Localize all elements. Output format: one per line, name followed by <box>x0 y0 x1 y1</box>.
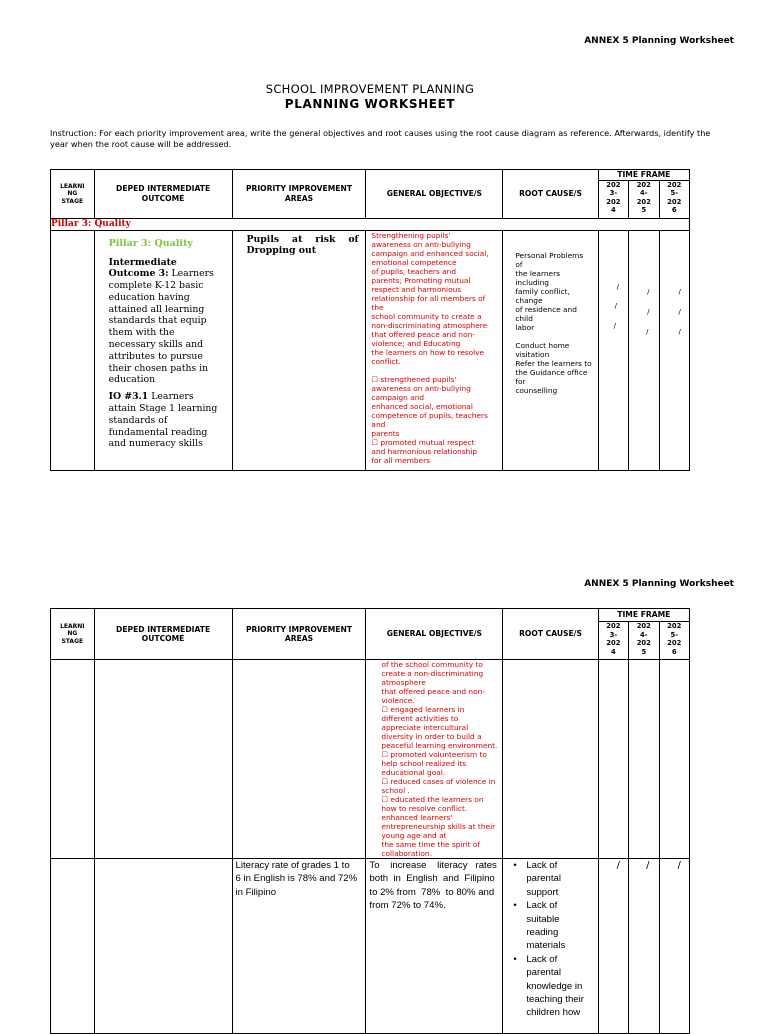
text-line: school community to create a <box>371 311 482 321</box>
root-cause-line: suitable <box>526 913 560 925</box>
header-general-objectives: GENERAL OBJECTIVE/S <box>366 609 503 660</box>
text-line: diversity in order to build a <box>381 732 482 741</box>
text-line: and <box>371 419 386 429</box>
text-line: of the school community to <box>381 660 483 669</box>
year2-mark-cell <box>629 230 659 470</box>
root-cause-line: parental <box>526 967 562 979</box>
text-line: how to resolve conflict. <box>381 804 468 813</box>
text-line: non-discriminating atmosphere <box>371 320 488 330</box>
annex-label-page2: ANNEX 5 Planning Worksheet <box>584 579 734 589</box>
year-mark: / <box>616 282 620 291</box>
learning-stage-cell <box>51 859 95 1034</box>
text-line: campaign and <box>371 392 425 402</box>
header-root-causes: ROOT CAUSE/S <box>503 609 598 660</box>
root-cause-line: children how <box>526 1007 581 1019</box>
text-line: respect and harmonious <box>371 284 462 294</box>
root-cause-line: support <box>526 886 559 898</box>
text-line: peaceful learning environment. <box>381 741 498 750</box>
year3-mark-cell <box>659 660 689 859</box>
objective-line: both in English and Filipino <box>369 873 495 885</box>
priority-area-line: in Filipino <box>235 886 277 898</box>
text-line: labor <box>515 322 535 332</box>
text-line: parents <box>371 428 400 438</box>
header-priority-areas: PRIORITY IMPROVEMENT AREAS <box>232 170 366 219</box>
text-line: emotional competence <box>371 257 457 267</box>
root-cause-line: teaching their <box>526 994 584 1006</box>
text-line <box>515 332 595 341</box>
objective-literacy-cell <box>366 859 503 1034</box>
text-line: ☐ promoted mutual respect <box>371 437 475 447</box>
year-mark: / <box>616 860 621 871</box>
io-line: standards of <box>108 414 168 426</box>
text-line: that offered peace and non- <box>371 329 475 339</box>
outcome-line: attributes to pursue <box>108 350 203 362</box>
root-cause-line: • Lack of <box>526 860 558 871</box>
text-line: conflict. <box>371 356 401 366</box>
text-line: educational goal. <box>381 768 446 777</box>
year-mark: / <box>677 860 681 871</box>
header-year-2025-2026: 202 5- 202 6 <box>659 622 689 660</box>
header-priority-areas: PRIORITY IMPROVEMENT AREAS <box>232 609 366 660</box>
outcome-cell <box>94 660 232 859</box>
header-learning-stage: LEARNI NG STAGE <box>51 609 95 660</box>
text-line: atmosphere <box>381 678 426 687</box>
text-line: that offered peace and non- <box>381 687 485 696</box>
year-mark: / <box>678 287 681 296</box>
root-cause-line: • Lack of <box>526 953 558 965</box>
outcome-line: necessary skills and <box>108 339 204 351</box>
header-time-frame: TIME FRAME <box>598 170 689 181</box>
priority-area-literacy-cell <box>232 859 366 1034</box>
text-line: awareness on anti-bullying <box>371 383 471 393</box>
text-line: collaboration. <box>381 849 432 858</box>
root-cause-item <box>526 859 595 899</box>
text-line: parents; Promoting mutual <box>371 275 471 285</box>
text-line: Strengthening pupils' <box>371 230 451 240</box>
year1-mark-cell <box>598 230 628 470</box>
document-title: SCHOOL IMPROVEMENT PLANNING <box>265 82 475 96</box>
io-line: fundamental reading <box>108 426 208 438</box>
text-line: relationship for all members of <box>371 293 486 303</box>
outcome-line: education <box>108 374 156 386</box>
outcome-line: attained all learning <box>108 303 205 315</box>
annex-label: ANNEX 5 Planning Worksheet <box>584 36 734 46</box>
outcome-line: them with the <box>108 327 175 339</box>
text-line: violence; and Educating <box>371 338 461 348</box>
text-line: violence. <box>381 696 415 705</box>
root-cause-list <box>506 859 595 1020</box>
io-text: IO #3.1 Learners <box>108 391 194 403</box>
objectives-cell-continued <box>366 660 503 859</box>
text-line: Conduct home <box>515 340 570 350</box>
learning-stage-cell <box>51 230 95 470</box>
priority-area-cell <box>232 230 366 470</box>
root-causes-cell <box>503 660 598 859</box>
text-line: ☐ engaged learners in <box>381 705 465 714</box>
instruction-text: Instruction: For each priority improvement area, write the general objectives and root causes using the root cause diagram as reference. Afterwards, identify the year when the root cause will be addressed. <box>50 128 711 149</box>
text-line: visitation <box>515 349 550 359</box>
year-mark: / <box>646 860 650 871</box>
year2-mark-cell <box>629 660 659 859</box>
text-line: of pupils, teachers and <box>371 266 457 276</box>
priority-area-cell <box>232 660 366 859</box>
text-line: counselling <box>515 385 558 395</box>
text-line <box>371 366 498 375</box>
year-mark: / <box>647 307 650 316</box>
year-mark: / <box>678 327 681 336</box>
text-line: enhanced learners' <box>381 813 453 822</box>
text-line: entrepreneurship skills at their <box>381 822 496 831</box>
year1-mark-cell <box>598 859 628 1034</box>
text-line: help school realized its <box>381 759 467 768</box>
year3-mark-cell <box>659 230 689 470</box>
header-outcome: DEPED INTERMEDIATE OUTCOME <box>94 170 232 219</box>
text-line: of residence and <box>515 304 577 314</box>
text-line: of <box>515 259 523 269</box>
root-cause-line: reading <box>526 927 559 939</box>
year-mark: / <box>613 321 617 330</box>
header-root-causes: ROOT CAUSE/S <box>503 170 598 219</box>
text-line: including <box>515 277 550 287</box>
objective-line: to 2% from 78% to 80% and <box>369 886 495 898</box>
text-line: ☐ strengthened pupils' <box>371 374 457 384</box>
text-line: school . <box>381 786 410 795</box>
root-cause-line: parental <box>526 873 562 885</box>
text-line: the <box>371 302 384 312</box>
outcome-text: Outcome 3: Learners <box>108 268 214 280</box>
outcome-line: education having <box>108 291 190 303</box>
header-general-objectives: GENERAL OBJECTIVE/S <box>366 170 503 219</box>
text-line: young age and at <box>381 831 447 840</box>
io-line: attain Stage 1 learning <box>108 403 218 415</box>
text-line: competence of pupils, teachers <box>371 410 488 420</box>
root-cause-line: • Lack of <box>526 900 558 912</box>
header-year-2024-2025: 202 4- 202 5 <box>629 622 659 660</box>
text-line: for all members <box>371 455 430 465</box>
root-cause-line: materials <box>526 940 566 952</box>
outcome-line: standards that equip <box>108 315 207 327</box>
io-line: and numeracy skills <box>108 438 203 450</box>
outcome-heading: Intermediate <box>108 256 177 268</box>
root-cause-item <box>526 899 595 953</box>
header-outcome: DEPED INTERMEDIATE OUTCOME <box>94 609 232 660</box>
year-mark: / <box>614 301 618 310</box>
pillar-row: Pillar 3: Quality <box>51 218 690 230</box>
planning-worksheet-table-page1 <box>50 169 690 471</box>
objectives-text <box>371 231 498 465</box>
text-line: and harmonious relationship <box>371 446 478 456</box>
header-time-frame: TIME FRAME <box>598 609 689 622</box>
text-line: create a non-discriminating <box>381 669 484 678</box>
outcome-cell <box>94 230 232 470</box>
objective-line: from 72% to 74%. <box>369 900 446 912</box>
year-mark: / <box>647 287 650 296</box>
objectives-text-continued <box>381 660 498 858</box>
text-line: ☐ educated the learners on <box>381 795 484 804</box>
objectives-cell <box>366 230 503 470</box>
outcome-cell <box>94 859 232 1034</box>
outcome-line: their chosen paths in <box>108 362 209 374</box>
document-subtitle: PLANNING WORKSHEET <box>284 97 456 111</box>
root-causes-text <box>515 251 595 395</box>
header-learning-stage: LEARNI NG STAGE <box>51 170 95 219</box>
text-line: family conflict, <box>515 286 570 296</box>
text-line: appreciate intercultural <box>381 723 469 732</box>
text-line: different activities to <box>381 714 459 723</box>
text-line: campaign and enhanced social, <box>371 248 489 258</box>
header-year-2023-2024: 202 3- 202 4 <box>598 622 628 660</box>
text-line: for <box>515 376 526 386</box>
root-causes-cell <box>503 230 598 470</box>
priority-area-line: Dropping out <box>246 245 316 256</box>
text-line: awareness on anti-bullying <box>371 239 471 249</box>
objective-line: To increase literacy rates <box>369 860 497 871</box>
root-cause-literacy-cell <box>503 859 598 1034</box>
outcome-pillar: Pillar 3: Quality <box>108 237 193 249</box>
text-line: child <box>515 313 533 323</box>
text-line: the same time the spirit of <box>381 840 480 849</box>
root-cause-item <box>526 953 595 1020</box>
year-mark: / <box>646 327 649 336</box>
learning-stage-cell <box>51 660 95 859</box>
year-mark: / <box>678 307 681 316</box>
text-line: the learners <box>515 268 560 278</box>
priority-area-line: Pupils at risk of <box>246 233 359 245</box>
text-line: the learners on how to resolve <box>371 347 485 357</box>
priority-area-line: 6 in English is 78% and 72% <box>235 873 358 885</box>
text-line: Refer the learners to <box>515 358 592 368</box>
text-line: change <box>515 295 543 305</box>
year3-mark-cell <box>659 859 689 1034</box>
priority-area-line: Literacy rate of grades 1 to <box>235 860 350 871</box>
text-line: enhanced social, emotional <box>371 401 473 411</box>
text-line: the Guidance office <box>515 367 588 377</box>
planning-worksheet-table-page2 <box>50 608 690 1034</box>
header-year-2024-2025: 202 4- 202 5 <box>629 180 659 218</box>
outcome-line: complete K-12 basic <box>108 280 204 292</box>
header-year-2025-2026: 202 5- 202 6 <box>659 180 689 218</box>
header-year-2023-2024: 202 3- 202 4 <box>598 180 628 218</box>
root-cause-line: knowledge in <box>526 980 583 992</box>
text-line: Personal Problems <box>515 250 584 260</box>
year2-mark-cell <box>629 859 659 1034</box>
text-line: ☐ promoted volunteerism to <box>381 750 487 759</box>
text-line: ☐ reduced cases of violence in <box>381 777 496 786</box>
year1-mark-cell <box>598 660 628 859</box>
